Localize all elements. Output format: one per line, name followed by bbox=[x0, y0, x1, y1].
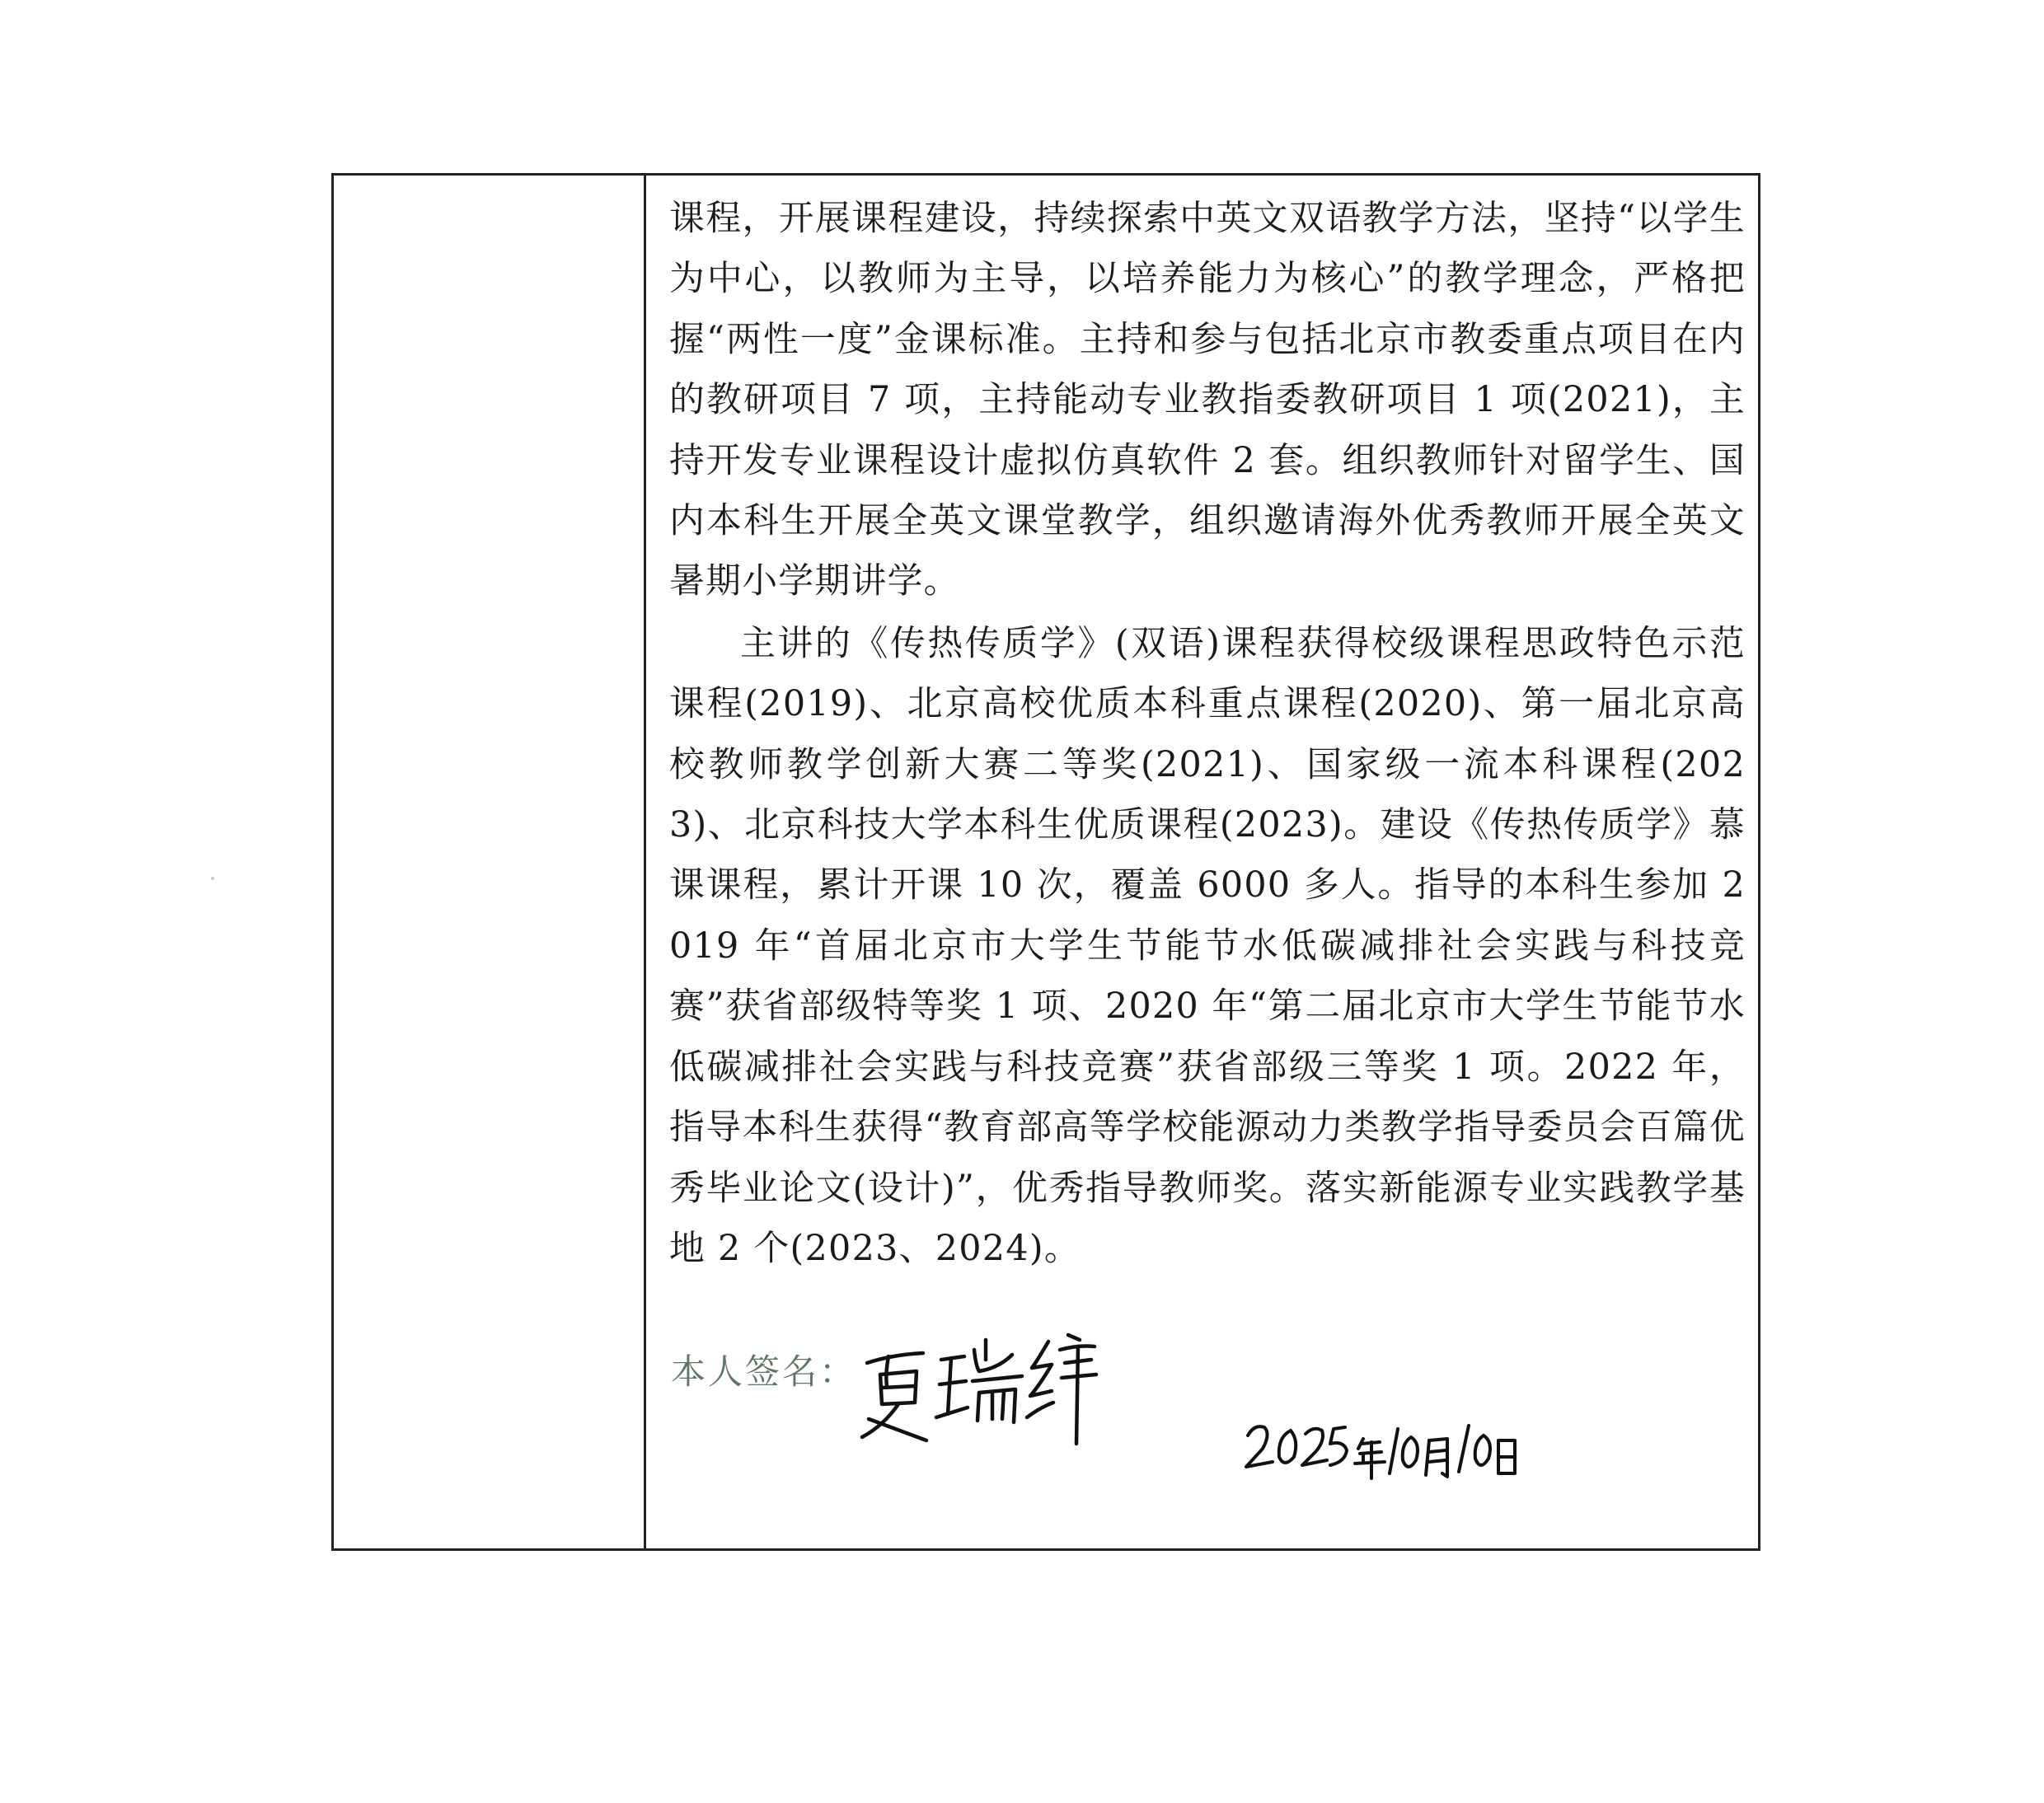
form-table bbox=[331, 173, 1760, 1551]
empty-label-cell bbox=[334, 176, 646, 1548]
handwritten-date bbox=[1240, 1407, 1586, 1490]
text-block bbox=[669, 189, 1746, 1279]
content-cell bbox=[646, 176, 1758, 1548]
signature-row bbox=[646, 1325, 1751, 1523]
handwritten-signature bbox=[844, 1317, 1108, 1457]
paragraph-teaching-reform: 课程，开展课程建设，持续探索中英文双语教学方法，坚持“以学生为中心，以教师为主导，以培养能力为核心”的教学理念，严格把握“两性一度”金课标准。主持和参与包括北京市教委重点项目在内的教研项目 7 项，主持能动专业教指委教研项目 1 项(2021)，主持开发专业课程设计虚拟仿真软件 2 套。组织教师针对留学生、国内本科生开展全英文课堂教学，组织邀请海外优秀教师开展全英文暑期小学期讲学。 bbox=[669, 198, 1746, 602]
scan-artifact-dot bbox=[211, 877, 214, 880]
signature-label: 本人签名： bbox=[671, 1351, 857, 1392]
paragraph-course-awards: 主讲的《传热传质学》(双语)课程获得校级课程思政特色示范课程(2019)、北京高校优质本科重点课程(2020)、第一届北京高校教师教学创新大赛二等奖(2021)、国家级一流本科课程(2023)、北京科技大学本科生优质课程(2023)。建设《传热传质学》慕课课程，累计开课 10 次，覆盖 6000 多人。指导的本科生参加 2019 年“首届北京市大学生节能节水低碳减排社会实践与科技竞赛”获省部级特等奖 1 项、2020 年“第二届北京市大学生节能节水低碳减排社会实践与科技竞赛”获省部级三等奖 1 项。2022 年，指导本科生获得“教育部高等学校能源动力类教学指导委员会百篇优秀毕业论文(设计)”，优秀指导教师奖。落实新能源专业实践教学基地 2 个(2023、2024)。 bbox=[669, 622, 1746, 1269]
